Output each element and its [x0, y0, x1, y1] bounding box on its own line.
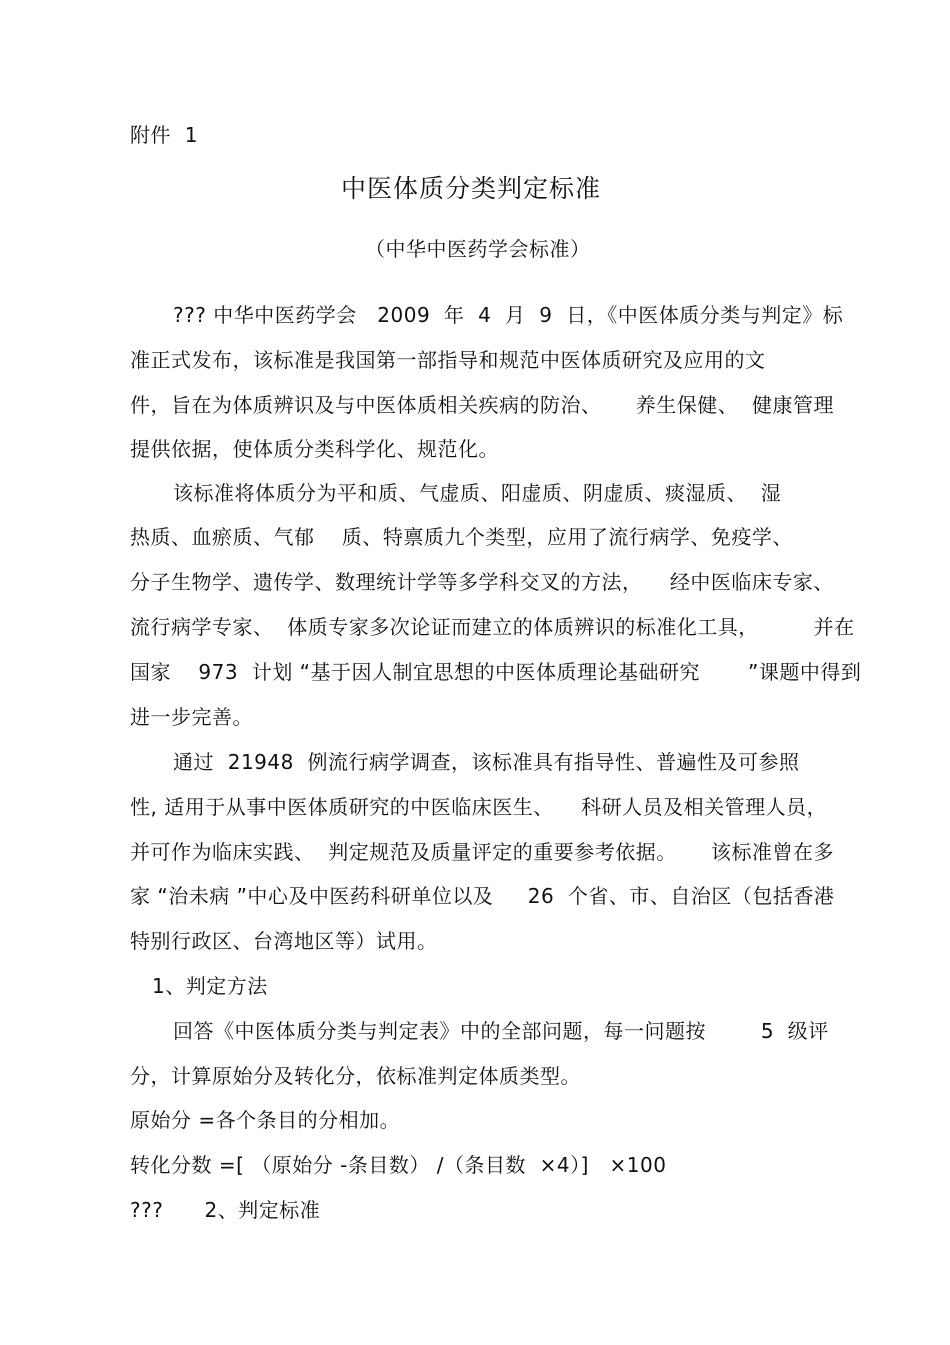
- body-line: 进一步完善。: [130, 705, 253, 729]
- body-line: 国家 973 计划 “基于因人制宜思想的中医体质理论基础研究 ”课题中得到: [130, 660, 862, 684]
- document-subtitle: （中华中医药学会标准）: [365, 237, 591, 261]
- formula-line: 原始分 =各个条目的分相加。: [130, 1108, 401, 1132]
- body-line: 家 “治未病 ”中心及中医药科研单位以及 26 个省、市、自治区（包括香港: [130, 884, 835, 908]
- body-line: ??? 中华中医药学会 2009 年 4 月 9 日，《中医体质分类与判定》标: [173, 303, 844, 327]
- attachment-label: 附件 1: [130, 123, 198, 147]
- body-line: 分，计算原始分及转化分，依标准判定体质类型。: [130, 1064, 581, 1088]
- body-line: 流行病学专家、 体质专家多次论证而建立的体质辨识的标准化工具， 并在: [130, 615, 855, 639]
- body-line: 分子生物学、遗传学、数理统计学等多学科交叉的方法， 经中医临床专家、: [130, 570, 834, 594]
- body-line: 准正式发布，该标准是我国第一部指导和规范中医体质研究及应用的文: [130, 348, 766, 372]
- body-line: 提供依据，使体质分类科学化、规范化。: [130, 437, 499, 461]
- body-line: 并可作为临床实践、 判定规范及质量评定的重要参考依据。 该标准曾在多: [130, 840, 835, 864]
- body-line: 回答《中医体质分类与判定表》中的全部问题，每一问题按 5 级评: [173, 1019, 829, 1043]
- body-line: 性, 适用于从事中医体质研究的中医临床医生、 科研人员及相关管理人员，: [130, 795, 828, 819]
- formula-line: 转化分数 =[ （原始分 -条目数） /（条目数 ×4）] ×100: [130, 1153, 667, 1177]
- body-line: 该标准将体质分为平和质、气虚质、阳虚质、阴虚质、痰湿质、 湿: [173, 481, 782, 505]
- document-title: 中医体质分类判定标准: [341, 174, 602, 203]
- body-line: 热质、血瘀质、气郁 质、特禀质九个类型，应用了流行病学、免疫学、: [130, 525, 793, 549]
- body-line: 特别行政区、台湾地区等）试用。: [130, 929, 438, 953]
- section-heading: ??? 2、判定标准: [130, 1198, 321, 1222]
- body-line: 通过 21948 例流行病学调查，该标准具有指导性、普遍性及可参照: [173, 750, 800, 774]
- section-heading: 1、判定方法: [152, 974, 268, 998]
- body-line: 件，旨在为体质辨识及与中医体质相关疾病的防治、 养生保健、 健康管理: [130, 393, 835, 417]
